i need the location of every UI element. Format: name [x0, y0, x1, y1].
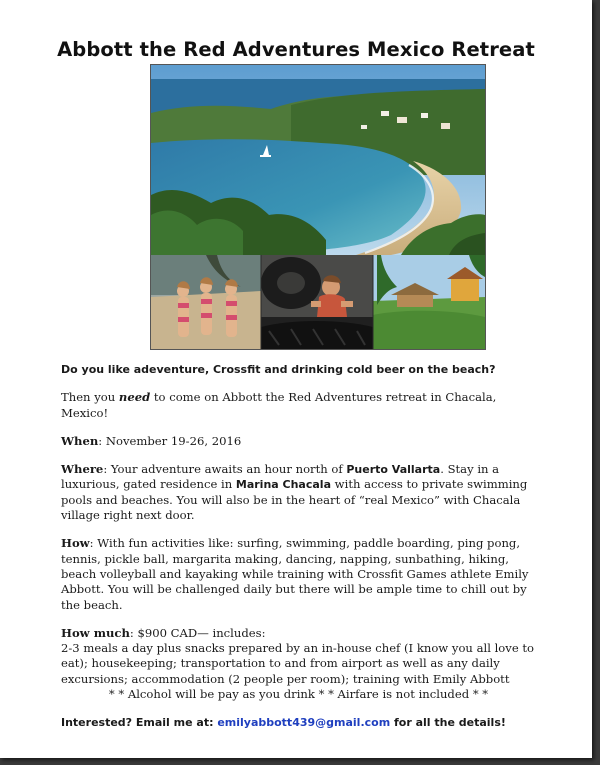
- how-much-note: * * Alcohol will be pay as you drink * * Airfare is not included * *: [108, 687, 489, 702]
- women-on-beach-photo: [151, 255, 261, 349]
- when-section: [61, 434, 536, 449]
- tire-flip-training-photo: [261, 255, 373, 349]
- where-place-puerto-vallarta: Puerto Vallarta: [346, 463, 441, 477]
- cta-section: [61, 715, 536, 730]
- intro-question-text: Do you like adeventure, Crossfit and drinking cold beer on the beach?: [61, 363, 496, 376]
- how-label: How: [61, 536, 90, 551]
- how-section: [61, 536, 536, 612]
- beach-bay-photo: [151, 65, 485, 255]
- cta-text-1: Interested? Email me at:: [61, 716, 218, 730]
- when-value: : November 19-26, 2016: [98, 433, 242, 448]
- how-much-price: : $900 CAD— includes:: [129, 625, 266, 640]
- flyer-body: [61, 362, 536, 744]
- how-much-details: 2-3 meals a day plus snacks prepared by an in-house chef (I know you all love to eat); housekeeping; transportation to and from airport as well as any daily excursions; accommodation (2 people per room); training with Emily Abbott: [61, 641, 535, 686]
- email-link[interactable]: emilyabbott439@gmail.com: [217, 716, 391, 730]
- intro-question: [61, 362, 536, 377]
- where-section: [61, 462, 536, 523]
- where-text-1: : Your adventure awaits an hour north of: [103, 462, 347, 477]
- hero-photo-collage: [150, 64, 486, 350]
- where-label: Where: [61, 462, 104, 477]
- cta-text-2: for all the details!: [390, 716, 506, 730]
- resort-garden-photo: [373, 255, 485, 349]
- where-text-2: . Stay in a luxurious, gated residence in: [61, 462, 500, 492]
- when-label: When: [61, 433, 99, 448]
- how-much-section: [61, 626, 536, 702]
- intro-text-1: Then you: [61, 390, 119, 405]
- where-place-marina-chacala: Marina Chacala: [235, 478, 331, 492]
- intro-statement: [61, 390, 536, 421]
- where-text-3: with access to private swimming pools and beaches. You will also be in the heart of “real Mexico” with Chacala village right next door.: [61, 477, 528, 523]
- intro-emphasis: need: [118, 390, 151, 405]
- how-much-label: How much: [61, 625, 130, 640]
- page-title: Abbott the Red Adventures Mexico Retreat: [57, 38, 535, 61]
- how-text: : With fun activities like: surfing, swimming, paddle boarding, ping pong, tennis, pickle ball, margarita making, dancing, napping, sunbathing, hiking, beach volleyball and kayaking while training with Crossfit Games athlete Emily Abbott. You will be challenged daily but there will be ample time to chill out by the beach.: [61, 536, 529, 612]
- intro-text-2: to come on Abbott the Red Adventures retreat in Chacala, Mexico!: [61, 390, 497, 420]
